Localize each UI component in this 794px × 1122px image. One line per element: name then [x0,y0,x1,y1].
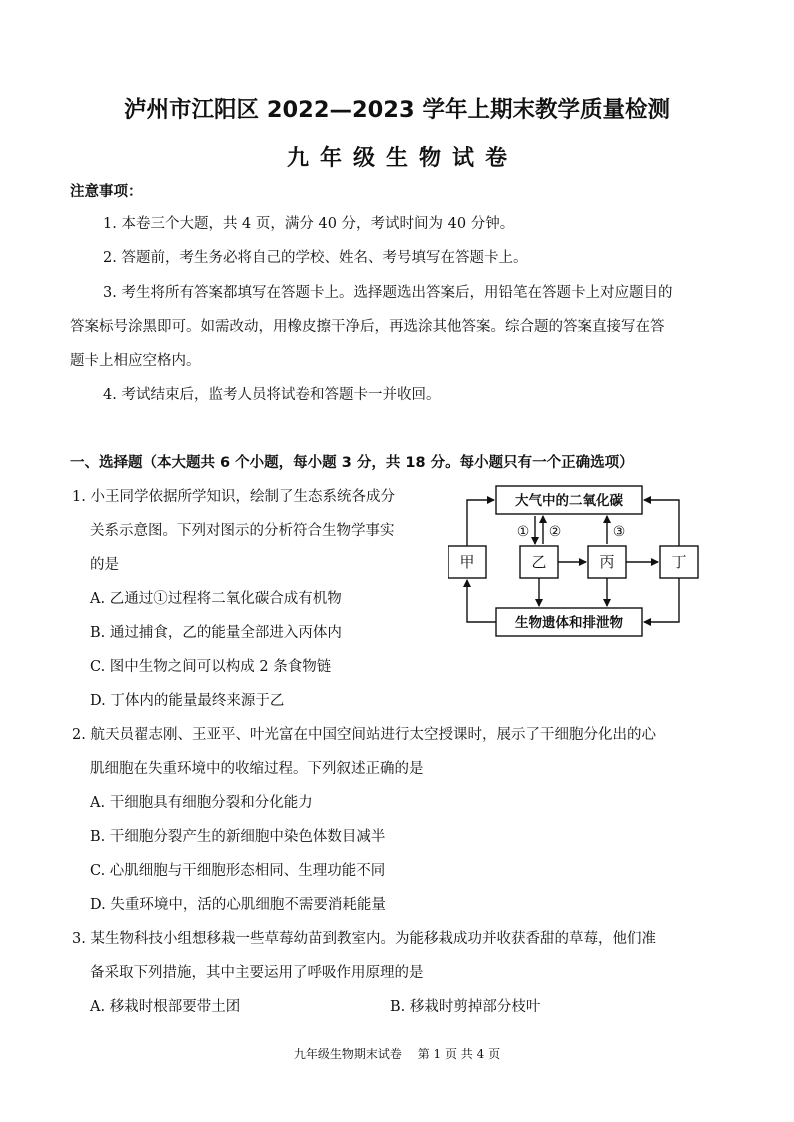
question-2-stem-line-2: 肌细胞在失重环境中的收缩过程。下列叙述正确的是 [90,761,424,777]
exam-subtitle: 九年级生物试卷 [286,146,518,171]
question-3-stem-line-1: 3. 某生物科技小组想移栽一些草莓幼苗到教室内。为能移栽成功并收获香甜的草莓，他们准 [72,931,656,947]
process-1-label: ① [516,524,530,540]
ecosystem-diagram [448,484,708,644]
process-2-label: ② [548,524,562,540]
question-1-option-a: A. 乙通过①过程将二氧化碳合成有机物 [90,591,342,607]
arrow-ding-to-remains [644,578,679,622]
notice-item-2: 2. 答题前，考生务必将自己的学校、姓名、考号填写在答题卡上。 [103,250,528,266]
question-2-option-b: B. 干细胞分裂产生的新细胞中染色体数目减半 [90,829,386,845]
bing-label: 丙 [599,553,615,571]
question-1-option-b: B. 通过捕食，乙的能量全部进入丙体内 [90,625,342,641]
notice-item-1: 1. 本卷三个大题，共 4 页，满分 40 分，考试时间为 40 分钟。 [103,216,515,232]
question-2-option-d: D. 失重环境中，活的心肌细胞不需要消耗能量 [90,897,386,913]
notice-item-3-line-1: 3. 考生将所有答案都填写在答题卡上。选择题选出答案后，用铅笔在答题卡上对应题目的 [103,285,673,301]
exam-title: 泸州市江阳区 2022—2023 学年上期末教学质量检测 [124,97,670,123]
arrow-ding-to-co2 [644,500,679,546]
ding-label: 丁 [671,553,687,571]
question-3-option-b: B. 移栽时剪掉部分枝叶 [390,999,541,1015]
notice-item-3-line-2: 答案标号涂黑即可。如需改动，用橡皮擦干净后，再选涂其他答案。综合题的答案直接写在答 [70,319,665,335]
question-1-option-d: D. 丁体内的能量最终来源于乙 [90,693,285,709]
section-1-heading: 一、选择题（本大题共 6 个小题，每小题 3 分，共 18 分。每小题只有一个正确选项） [70,455,634,471]
question-3-stem-line-2: 备采取下列措施，其中主要运用了呼吸作用原理的是 [90,965,424,981]
question-1-stem-line-2: 关系示意图。下列对图示的分析符合生物学事实 [90,523,395,539]
jia-label: 甲 [459,553,475,571]
question-2-stem-line-1: 2. 航天员翟志刚、王亚平、叶光富在中国空间站进行太空授课时，展示了干细胞分化出的心 [72,727,656,743]
yi-label: 乙 [531,553,547,571]
question-1-stem-line-3: 的是 [90,557,119,573]
arrow-jia-to-co2 [467,500,494,546]
question-1-stem-line-1: 1. 小王同学依据所学知识，绘制了生态系统各成分 [72,489,395,505]
atmosphere-co2-label: 大气中的二氧化碳 [515,493,623,509]
process-3-label: ③ [612,524,626,540]
notice-heading: 注意事项： [70,184,143,200]
question-1-option-c: C. 图中生物之间可以构成 2 条食物链 [90,659,332,675]
question-2-option-a: A. 干细胞具有细胞分裂和分化能力 [90,795,313,811]
question-3-option-a: A. 移栽时根部要带土团 [90,999,241,1015]
question-2-option-c: C. 心肌细胞与干细胞形态相同、生理功能不同 [90,863,386,879]
arrow-remains-to-jia [467,580,496,622]
notice-item-4: 4. 考试结束后，监考人员将试卷和答题卡一并收回。 [103,387,441,403]
notice-item-3-line-3: 题卡上相应空格内。 [70,353,201,369]
remains-excreta-label: 生物遗体和排泄物 [515,615,623,631]
page-footer: 九年级生物期末试卷 第 1 页 共 4 页 [293,1047,501,1061]
